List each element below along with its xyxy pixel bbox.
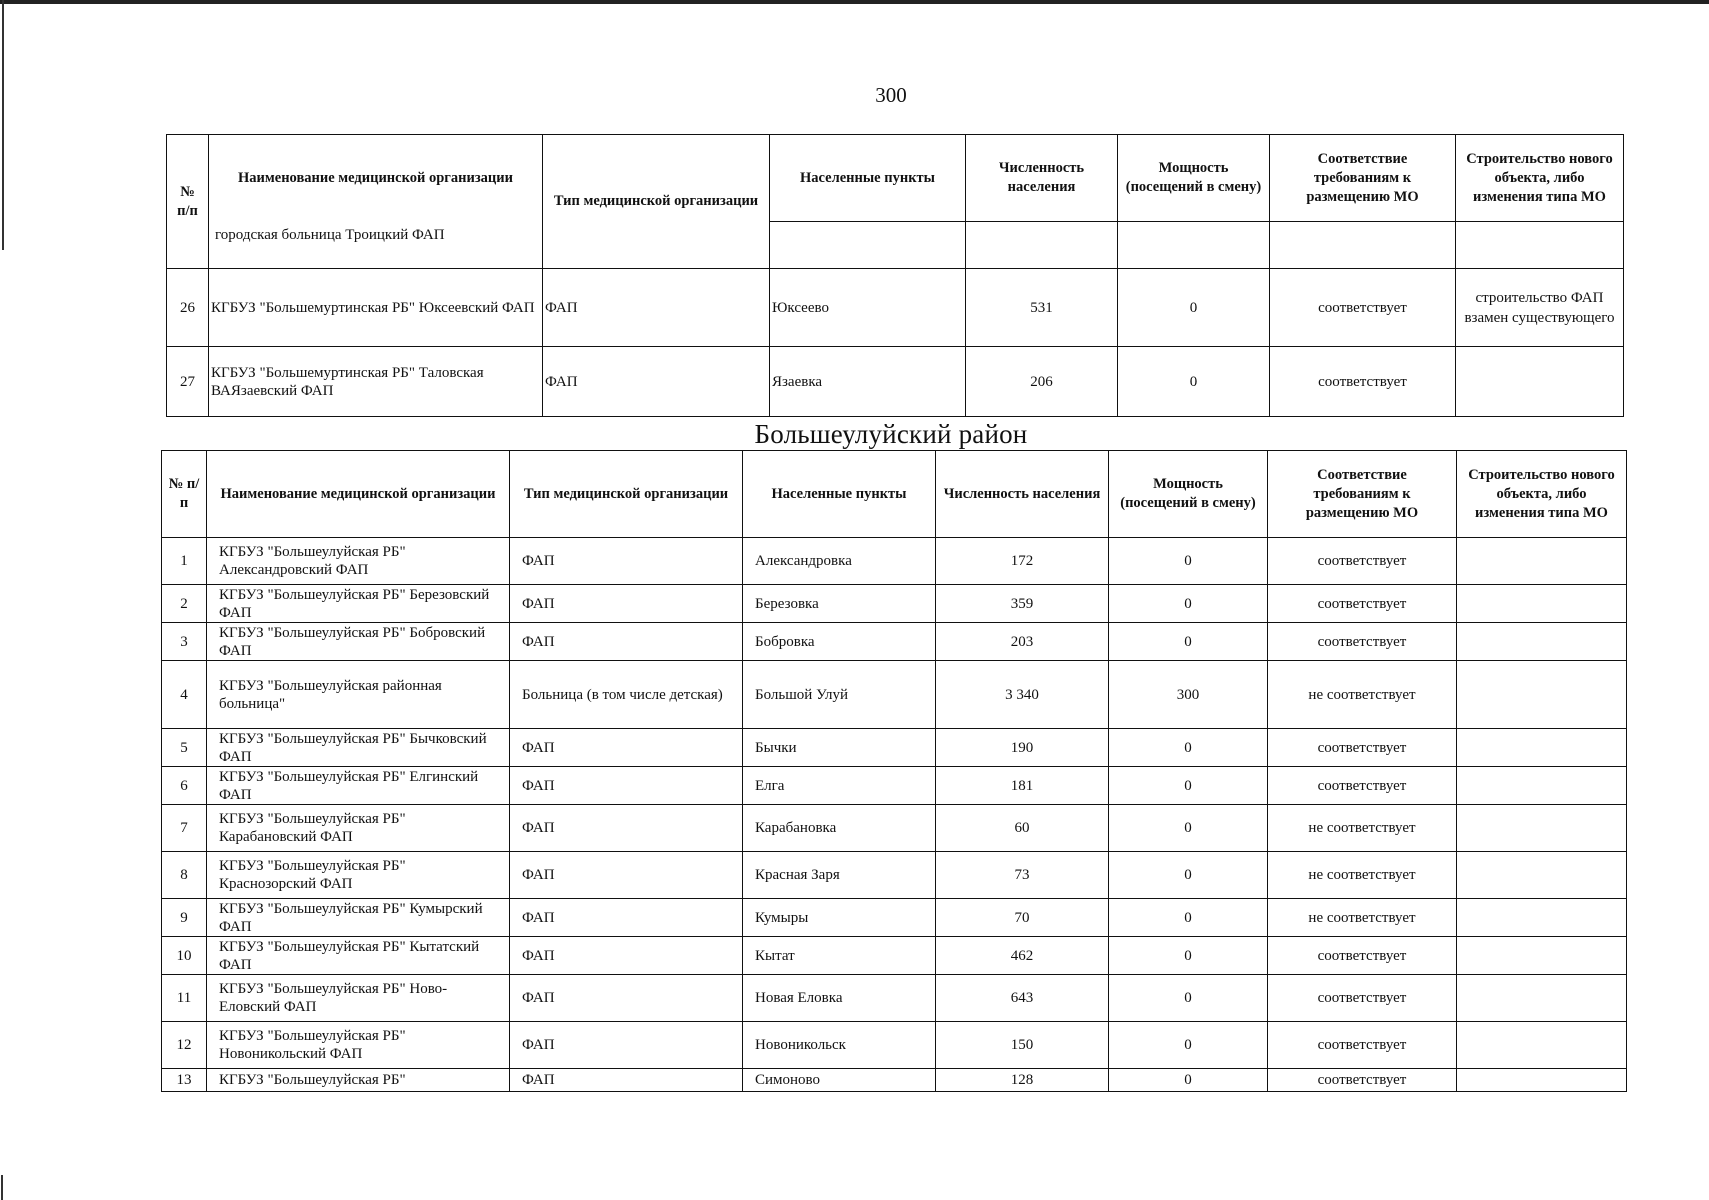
cell-population: 206 <box>966 347 1118 417</box>
col-header-settlement: Населенные пункты <box>770 135 966 222</box>
col-header-compliance: Соответствие требованиям к размещению МО <box>1268 451 1457 538</box>
cell-population: 70 <box>936 899 1109 937</box>
cell-settlement: Красная Заря <box>743 852 936 899</box>
cell-settlement: Язаевка <box>770 347 966 417</box>
cell-population: 150 <box>936 1022 1109 1069</box>
cell-population: 203 <box>936 623 1109 661</box>
cell-settlement: Кумыры <box>743 899 936 937</box>
table-row <box>162 852 1627 899</box>
col-header-name: Наименование медицинской организации <box>207 451 510 538</box>
cell-no: 10 <box>162 937 207 975</box>
cell-construction <box>1457 623 1627 661</box>
cell-name: КГБУЗ "Большеулуйская РБ" Бобровский ФАП <box>207 623 510 661</box>
col-header-type: Тип медицинской организации <box>543 135 770 269</box>
table-row <box>162 1022 1627 1069</box>
cell-name: КГБУЗ "Большеулуйская РБ" Кытатский ФАП <box>207 937 510 975</box>
cell-compliance: не соответствует <box>1268 899 1457 937</box>
cell-no: 6 <box>162 767 207 805</box>
table-bolsheuluisky <box>161 450 1627 1092</box>
cell-type: ФАП <box>510 899 743 937</box>
cell-capacity: 0 <box>1109 1069 1268 1092</box>
cell-name: КГБУЗ "Большемуртинская РБ" Таловская ВАЯзаевский ФАП <box>209 347 543 417</box>
cell-no: 3 <box>162 623 207 661</box>
cell-population: 643 <box>936 975 1109 1022</box>
cell-name: КГБУЗ "Большеулуйская РБ" Елгинский ФАП <box>207 767 510 805</box>
cell-type: ФАП <box>510 975 743 1022</box>
cell-population: 73 <box>936 852 1109 899</box>
cell-type: ФАП <box>543 269 770 347</box>
cell-capacity: 0 <box>1109 899 1268 937</box>
cell-no: 13 <box>162 1069 207 1092</box>
col-header-construction: Строительство нового объекта, либо изменения типа МО <box>1457 451 1627 538</box>
table-row <box>162 623 1627 661</box>
cell-no: 4 <box>162 661 207 729</box>
cell-population: 359 <box>936 585 1109 623</box>
table-row <box>162 538 1627 585</box>
cell-construction <box>1457 661 1627 729</box>
cell-construction <box>1456 222 1624 269</box>
table-row <box>162 767 1627 805</box>
col-header-settlement: Населенные пункты <box>743 451 936 538</box>
cell-construction <box>1457 937 1627 975</box>
cell-capacity: 0 <box>1109 852 1268 899</box>
cell-compliance: соответствует <box>1268 1069 1457 1092</box>
cell-construction <box>1457 852 1627 899</box>
cell-compliance: соответствует <box>1268 623 1457 661</box>
cell-no: 5 <box>162 729 207 767</box>
cell-no: 26 <box>167 269 209 347</box>
cell-compliance: не соответствует <box>1268 661 1457 729</box>
cell-population: 172 <box>936 538 1109 585</box>
cell-settlement: Кытат <box>743 937 936 975</box>
table-header-row <box>167 135 1624 222</box>
cell-construction <box>1457 1069 1627 1092</box>
cell-no: 1 <box>162 538 207 585</box>
cell-capacity: 0 <box>1109 767 1268 805</box>
cell-type: ФАП <box>510 1022 743 1069</box>
cell-capacity: 0 <box>1109 805 1268 852</box>
page-number: 300 <box>875 83 907 107</box>
cell-capacity: 0 <box>1109 623 1268 661</box>
cell-capacity: 0 <box>1109 538 1268 585</box>
table-row <box>162 585 1627 623</box>
cell-type: ФАП <box>510 852 743 899</box>
cell-population: 462 <box>936 937 1109 975</box>
cell-name: КГБУЗ "Большеулуйская РБ" Бычковский ФАП <box>207 729 510 767</box>
cell-name: КГБУЗ "Большеулуйская РБ" Карабановский ФАП <box>207 805 510 852</box>
cell-construction <box>1457 585 1627 623</box>
cell-settlement: Александровка <box>743 538 936 585</box>
col-header-type: Тип медицинской организации <box>510 451 743 538</box>
cell-no: 8 <box>162 852 207 899</box>
cell-name: КГБУЗ "Большеулуйская РБ" Кумырский ФАП <box>207 899 510 937</box>
cell-population: 531 <box>966 269 1118 347</box>
table-row <box>162 975 1627 1022</box>
cell-settlement: Новая Еловка <box>743 975 936 1022</box>
cell-type: ФАП <box>510 805 743 852</box>
table-row <box>162 729 1627 767</box>
cell-capacity: 0 <box>1109 975 1268 1022</box>
cell-name: КГБУЗ "Большеулуйская РБ" Александровский ФАП <box>207 538 510 585</box>
table-row <box>162 661 1627 729</box>
col-header-no: № п/п <box>162 451 207 538</box>
cell-capacity: 0 <box>1118 269 1270 347</box>
cell-population: 190 <box>936 729 1109 767</box>
cell-no: 12 <box>162 1022 207 1069</box>
cell-no: 11 <box>162 975 207 1022</box>
cell-type: ФАП <box>543 347 770 417</box>
cell-type: ФАП <box>510 937 743 975</box>
cell-compliance <box>1270 222 1456 269</box>
table-row <box>162 899 1627 937</box>
cell-population: 128 <box>936 1069 1109 1092</box>
cell-compliance: не соответствует <box>1268 852 1457 899</box>
cell-compliance: соответствует <box>1270 269 1456 347</box>
cell-name: городская больница Троицкий ФАП <box>209 222 543 269</box>
cell-construction <box>1457 538 1627 585</box>
cell-no: 9 <box>162 899 207 937</box>
cell-construction <box>1457 975 1627 1022</box>
cell-name: КГБУЗ "Большеулуйская РБ" Березовский ФАП <box>207 585 510 623</box>
cell-construction <box>1457 767 1627 805</box>
cell-compliance: соответствует <box>1268 767 1457 805</box>
cell-capacity: 300 <box>1109 661 1268 729</box>
scan-edge-left-bottom <box>1 1175 3 1200</box>
col-header-name: Наименование медицинской организации <box>209 135 543 222</box>
cell-settlement: Карабановка <box>743 805 936 852</box>
table-body <box>162 538 1627 1092</box>
table-row <box>162 1069 1627 1092</box>
col-header-compliance: Соответствие требованиям к размещению МО <box>1270 135 1456 222</box>
table-row <box>162 937 1627 975</box>
cell-type: ФАП <box>510 1069 743 1092</box>
cell-compliance: соответствует <box>1268 937 1457 975</box>
col-header-capacity: Мощность (посещений в смену) <box>1109 451 1268 538</box>
scan-edge-top <box>0 0 1709 4</box>
cell-construction <box>1457 899 1627 937</box>
table-row-continuation <box>167 222 1624 269</box>
cell-settlement <box>770 222 966 269</box>
cell-settlement: Новоникольск <box>743 1022 936 1069</box>
cell-capacity: 0 <box>1109 729 1268 767</box>
cell-no: 2 <box>162 585 207 623</box>
cell-compliance: соответствует <box>1268 975 1457 1022</box>
cell-settlement: Большой Улуй <box>743 661 936 729</box>
cell-type: ФАП <box>510 729 743 767</box>
cell-settlement: Бобровка <box>743 623 936 661</box>
cell-compliance: соответствует <box>1268 538 1457 585</box>
cell-compliance: соответствует <box>1268 729 1457 767</box>
table-row <box>167 347 1624 417</box>
cell-type: ФАП <box>510 623 743 661</box>
cell-construction <box>1457 729 1627 767</box>
cell-name: КГБУЗ "Большеулуйская РБ" Ново-Еловский ФАП <box>207 975 510 1022</box>
table-bolshemurtinsky <box>166 134 1624 417</box>
cell-population: 60 <box>936 805 1109 852</box>
cell-type: ФАП <box>510 538 743 585</box>
cell-population: 3 340 <box>936 661 1109 729</box>
cell-no: 27 <box>167 347 209 417</box>
cell-capacity: 0 <box>1109 937 1268 975</box>
cell-settlement: Симоново <box>743 1069 936 1092</box>
cell-construction: строительство ФАП взамен существующего <box>1456 269 1624 347</box>
cell-compliance: не соответствует <box>1268 805 1457 852</box>
cell-no: 7 <box>162 805 207 852</box>
cell-settlement: Бычки <box>743 729 936 767</box>
cell-settlement: Березовка <box>743 585 936 623</box>
cell-name: КГБУЗ "Большеулуйская районная больница" <box>207 661 510 729</box>
cell-construction <box>1456 347 1624 417</box>
cell-name: КГБУЗ "Большеулуйская РБ" Новоникольский ФАП <box>207 1022 510 1069</box>
cell-compliance: соответствует <box>1268 1022 1457 1069</box>
cell-settlement: Юксеево <box>770 269 966 347</box>
col-header-population: Численность населения <box>936 451 1109 538</box>
cell-construction <box>1457 805 1627 852</box>
cell-capacity: 0 <box>1118 347 1270 417</box>
cell-capacity: 0 <box>1109 1022 1268 1069</box>
cell-compliance: соответствует <box>1270 347 1456 417</box>
cell-population <box>966 222 1118 269</box>
table-row <box>167 269 1624 347</box>
cell-type: Больница (в том числе детская) <box>510 661 743 729</box>
col-header-construction: Строительство нового объекта, либо изменения типа МО <box>1456 135 1624 222</box>
district-title: Большеулуйский район <box>754 419 1028 449</box>
cell-settlement: Елга <box>743 767 936 805</box>
cell-capacity <box>1118 222 1270 269</box>
col-header-capacity: Мощность (посещений в смену) <box>1118 135 1270 222</box>
cell-capacity: 0 <box>1109 585 1268 623</box>
cell-type: ФАП <box>510 585 743 623</box>
col-header-no: № п/п <box>167 135 209 269</box>
scan-edge-left <box>2 0 4 250</box>
col-header-population: Численность населения <box>966 135 1118 222</box>
cell-name: КГБУЗ "Большеулуйская РБ" Краснозорский ФАП <box>207 852 510 899</box>
table-header-row <box>162 451 1627 538</box>
cell-name: КГБУЗ "Большеулуйская РБ" <box>207 1069 510 1092</box>
cell-compliance: соответствует <box>1268 585 1457 623</box>
cell-type: ФАП <box>510 767 743 805</box>
table-row <box>162 805 1627 852</box>
cell-name: КГБУЗ "Большемуртинская РБ" Юксеевский ФАП <box>209 269 543 347</box>
cell-population: 181 <box>936 767 1109 805</box>
cell-construction <box>1457 1022 1627 1069</box>
